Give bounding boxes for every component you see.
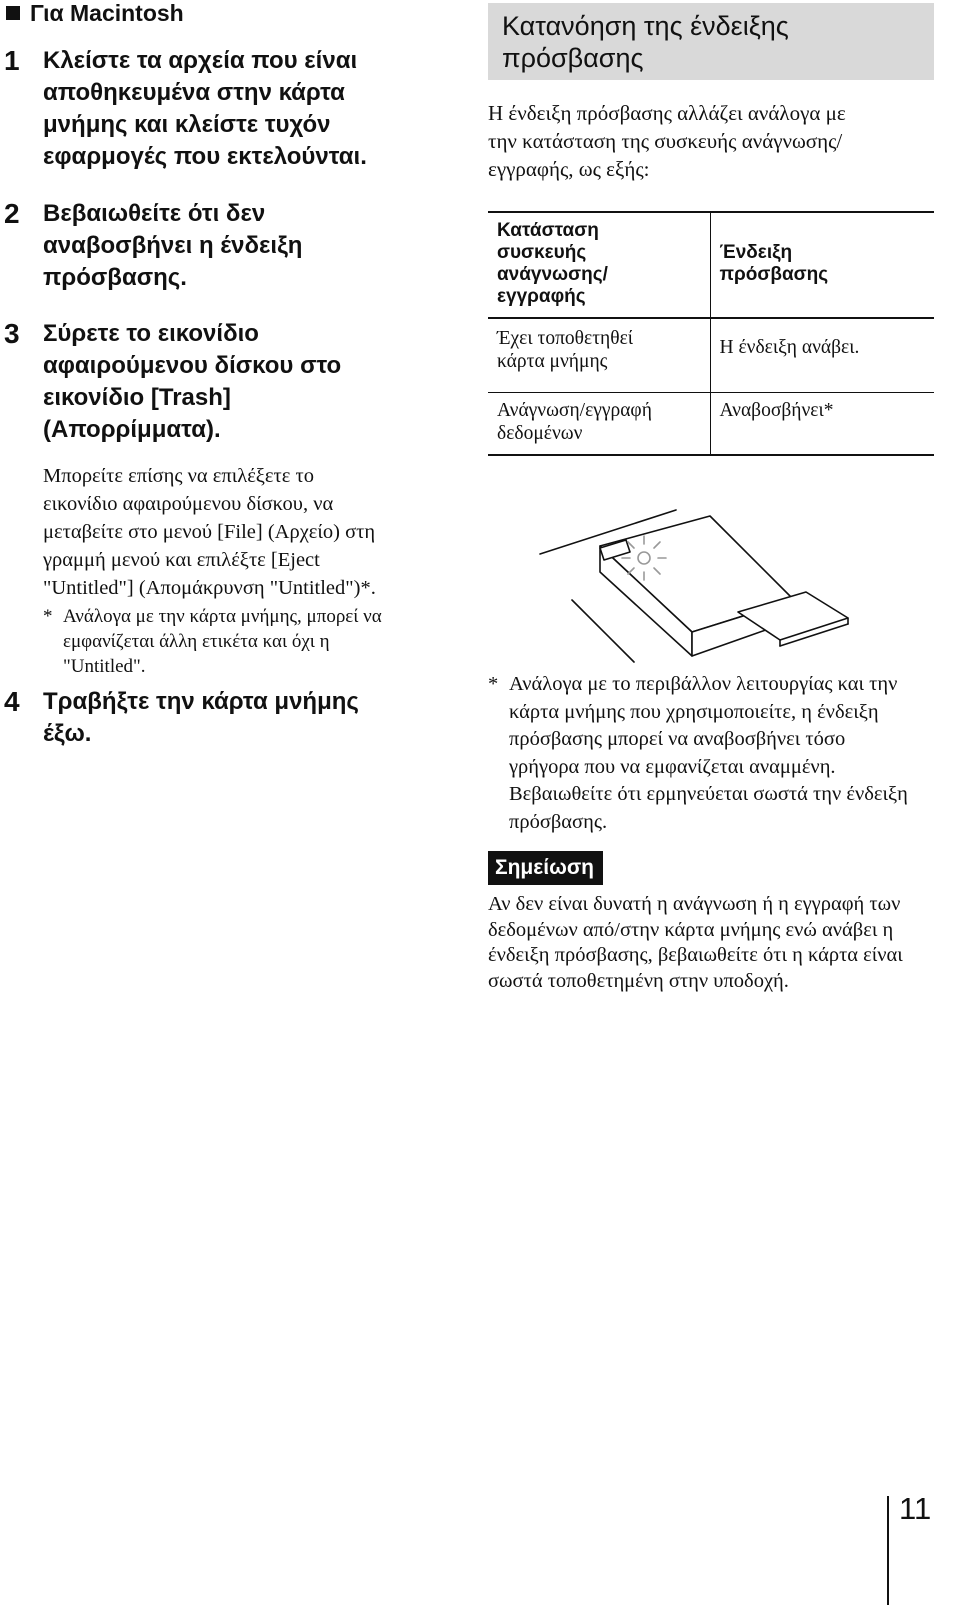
column-header-indicator: Ένδειξη πρόσβασης	[719, 242, 829, 285]
asterisk-mark: *	[43, 606, 53, 627]
step-2	[4, 198, 444, 294]
step-3-footnote	[43, 604, 463, 679]
step-number: 4	[4, 686, 20, 717]
table-cell: Ανάγνωση/εγγραφή δεδομένων	[488, 393, 710, 456]
table-cell: Έχει τοποθετηθεί κάρτα μνήμης	[488, 318, 710, 393]
note-label: Σημείωση	[488, 851, 603, 885]
step-text: Σύρετε το εικονίδιο αφαιρούμενου δίσκου στο εικονίδιο [Trash] (Απορρίμματα).	[43, 320, 342, 443]
column-header-status: Κατάσταση συσκευής ανάγνωσης/ εγγραφής	[488, 212, 710, 318]
footnote-text: Ανάλογα με το περιβάλλον λειτουργίας και την κάρτα μνήμης που χρησιμοποιείτε, η ένδειξη πρόσβασης μπορεί να αναβοσβήνει τόσο γρήγορα που να εμφανίζεται αναμμένη. Βεβαιωθείτε ότι ερμηνεύεται σωστά την ένδειξη πρόσβασης.	[509, 673, 908, 833]
table-cell: Η ένδειξη ανάβει.	[719, 337, 860, 358]
step-text: Βεβαιωθείτε ότι δεν αναβοσβήνει η ένδειξη πρόσβασης.	[43, 200, 303, 291]
step-text: Κλείστε τα αρχεία που είναι αποθηκευμένα στην κάρτα μνήμης και κλείστε τυχόν εφαρμογές που εκτελούνται.	[43, 47, 367, 170]
access-indicator-table	[488, 211, 934, 456]
step-3-description: Μπορείτε επίσης να επιλέξετε το εικονίδιο αφαιρούμενου δίσκου, να μεταβείτε στο μενού [File] (Αρχείο) στη γραμμή μενού και επιλέξτε [Eject "Untitled"] (Απομάκρυνση "Untitled")*.	[43, 465, 376, 599]
step-1	[4, 45, 444, 173]
square-bullet-icon	[6, 6, 20, 20]
access-indicator-glow-icon	[622, 536, 666, 580]
card-reader-illustration	[538, 506, 868, 664]
table-cell: Αναβοσβήνει*	[710, 393, 934, 456]
step-4	[4, 686, 444, 750]
page-number: 11	[899, 1491, 932, 1526]
macintosh-heading	[6, 0, 184, 26]
note-text: Αν δεν είναι δυνατή η ανάγνωση ή η εγγραφή των δεδομένων από/στην κάρτα μνήμης ενώ ανάβει η ένδειξη πρόσβασης, βεβαιωθείτε ότι η κάρτα είναι σωστά τοποθετημένη στην υποδοχή.	[488, 893, 903, 992]
indicator-footnote	[488, 671, 933, 836]
table-row	[488, 393, 934, 456]
footnote-text: Ανάλογα με την κάρτα μνήμης, μπορεί να εμφανίζεται άλλη ετικέτα και όχι η "Untitled".	[63, 606, 382, 677]
step-number: 3	[4, 318, 20, 349]
intro-paragraph: Η ένδειξη πρόσβασης αλλάζει ανάλογα με την κατάσταση της συσκευής ανάγνωσης/ εγγραφής, ως εξής:	[488, 101, 846, 181]
step-3	[4, 318, 444, 446]
section-title: Κατανόηση της ένδειξης πρόσβασης	[488, 3, 934, 80]
page-number-rule	[887, 1496, 889, 1605]
macintosh-heading-text: Για Macintosh	[30, 0, 184, 26]
table-row	[488, 318, 934, 393]
step-text: Τραβήξτε την κάρτα μνήμης έξω.	[43, 688, 359, 747]
step-number: 2	[4, 198, 20, 229]
step-number: 1	[4, 45, 20, 76]
asterisk-mark: *	[488, 673, 499, 695]
table-header-row	[488, 212, 934, 318]
